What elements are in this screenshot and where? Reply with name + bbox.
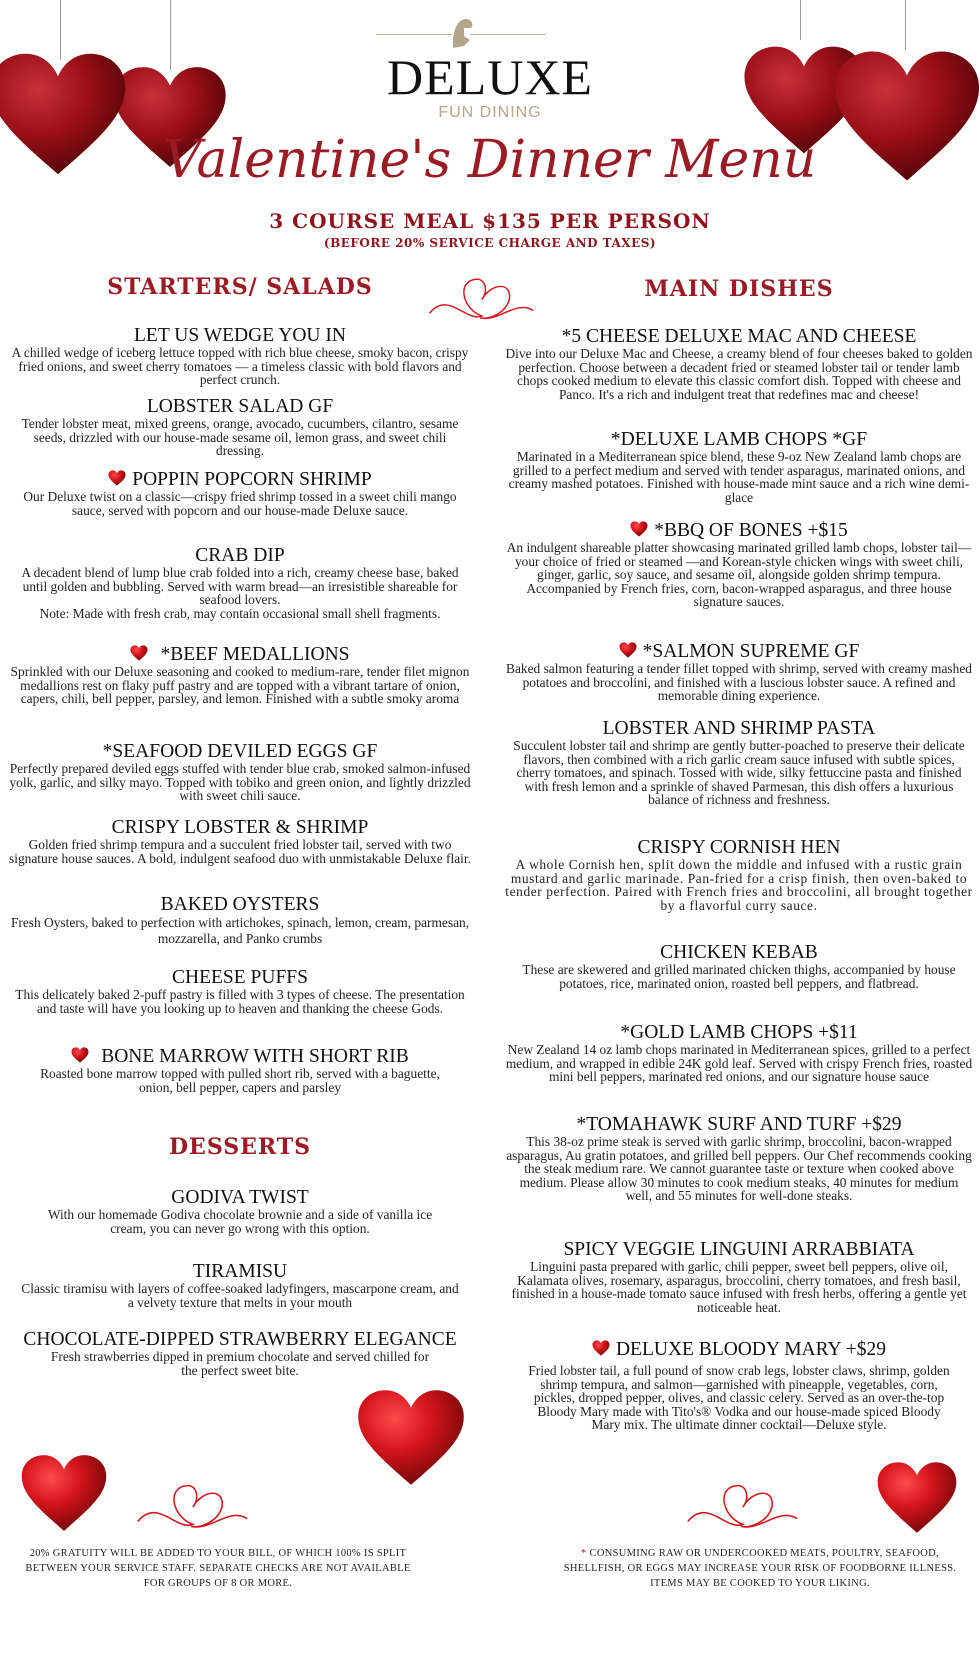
item-desc: Marinated in a Mediterranean spice blend, these 9-oz New Zealand lamb chops are grilled to a perfect medium and served with tender asparagus, marinated onions, and creamy mashed potatoes. Finished with house-made mint sauce and a rich wine demi-glace [508,449,970,505]
menu-item [505,942,973,990]
menu-item [8,644,472,706]
menu-item [8,1187,472,1235]
item-name: POPPIN POPCORN SHRIMP [132,469,372,490]
item-desc: New Zealand 14 oz lamb chops marinated in Mediterranean spices, grilled to a perfect medium, and wrapped in edible 24K gold leaf. Served with crispy French fries, roasted mini bell peppers, marinated red onions, and our signature house sauce [505,1042,973,1085]
item-desc: These are skewered and grilled marinated chicken thighs, accompanied by house potatoes, rice, marinated onion, roasted bell peppers, and flatbread. [522,962,956,991]
item-desc: A decadent blend of lump blue crab folded into a rich, creamy cheese base, baked until golden and bubbling. Served with warm bread—an irresistible shareable for seafood lovers. [21,565,459,608]
menu-item [505,641,973,703]
menu-item [505,326,973,401]
item-name: *DELUXE LAMB CHOPS *GF [610,429,868,450]
section-heading-mains: MAIN DISHES [644,276,834,302]
menu-item [505,837,973,912]
menu-item [505,1022,973,1084]
gratuity-notice: 20% GRATUITY WILL BE ADDED TO YOUR BILL, OF WHICH 100% IS SPLIT BETWEEN YOUR SERVICE STAFF. SEPARATE CHECKS ARE NOT AVAILABLE FOR GROUPS OF 8 OR MORE. [25,1548,411,1589]
item-desc: Dive into our Deluxe Mac and Cheese, a creamy blend of four cheeses baked to golden perfection. Choose between a decadent fried or steamed lobster tail or tender lamb chops cooked medium to elevate this classic comfort dish. Topped with cheese and Panco. It's a rich and indulgent treat that redefines mac and cheese! [505,346,973,402]
item-desc: This 38-oz prime steak is served with garlic shrimp, broccolini, bacon-wrapped asparagus, Au gratin potatoes, and grilled bell peppers. Our Chef recommends cooking the steak medium rare. We cannot guarantee taste or texture when cooked above medium. Please allow 30 minutes to cook medium steaks, 40 minutes for medium well, and 55 minutes for well-done steaks. [506,1134,972,1204]
item-name: *BBQ OF BONES +$15 [654,520,848,541]
item-desc: Golden fried shrimp tempura and a succulent fried lobster tail, served with two signature house sauces. A bold, indulgent seafood duo with unmistakable Deluxe flair. [9,837,471,866]
item-name: BAKED OYSTERS [160,894,320,915]
item-desc: Succulent lobster tail and shrimp are gently butter-poached to preserve their delicate flavors, then combined with a rich garlic cream sauce infused with subtle spices, cherry tomatoes, and spinach. Tossed with wide, silky fettuccine pasta and finished with fresh lemon and a sprinkle of shaved Parmesan, this dish offers a luxurious balance of richness and freshness. [513,738,965,808]
item-desc: Roasted bone marrow topped with pulled short rib, served with a baguette, onion, bell pepper, capers and parsley [40,1066,440,1095]
menu-item [8,1046,472,1094]
menu-item [8,325,472,387]
helmet-logo-icon [450,16,474,50]
heart-icon [71,1047,89,1063]
menu-item [505,1239,973,1314]
item-name: *SEAFOOD DEVILED EGGS GF [102,741,378,762]
menu-item [8,894,472,947]
heart-icon [108,470,126,486]
menu-item [505,1114,973,1203]
heart-icon [20,1448,108,1538]
item-name: *5 CHEESE DELUXE MAC AND CHEESE [561,326,917,347]
section-heading-desserts: DESSERTS [168,1134,312,1160]
menu-item [8,967,472,1015]
item-name: DELUXE BLOODY MARY +$29 [615,1339,887,1360]
item-desc: Our Deluxe twist on a classic—crispy fried shrimp tossed in a sweet chili mango sauce, served with popcorn and our house-made Deluxe sauce. [23,489,457,518]
warning-text: CONSUMING RAW OR UNDERCOOKED MEATS, POULTRY, SEAFOOD, SHELLFISH, OR EGGS MAY INCREASE YOUR RISK OF FOODBORNE ILLNESS. ITEMS MAY BE COOKED TO YOUR LIKING. [563,1548,957,1589]
item-name: TIRAMISU [192,1261,288,1282]
item-desc: Sprinkled with our Deluxe seasoning and cooked to medium-rare, tender filet mignon medallions rest on flaky puff pastry and are topped with a vibrant tartare of onion, capers, chili, bell pepper, parsley, and lemon. Finished with a subtle smoky aroma [10,664,470,707]
price-line: 3 COURSE MEAL $135 PER PERSON [269,209,711,233]
menu-item [8,545,472,620]
item-name: *TOMAHAWK SURF AND TURF +$29 [576,1114,902,1135]
section-heading-starters: STARTERS/ SALADS [107,274,373,300]
item-name: CHEESE PUFFS [171,967,308,988]
menu-item [8,817,472,865]
item-name: LET US WEDGE YOU IN [134,325,346,346]
menu-item [505,1339,973,1432]
item-note: Note: Made with fresh crab, may contain occasional small shell fragments. [39,605,441,621]
heart-icon [619,642,637,658]
menu-item [8,469,472,517]
swirl-heart-ornament [682,1478,800,1536]
item-name: CRISPY CORNISH HEN [637,837,841,858]
menu-item [8,396,472,458]
item-name: CHICKEN KEBAB [660,942,818,963]
item-desc: Fresh Oysters, baked to perfection with artichokes, spinach, lemon, cream, parmesan, mozzarella, and Panko crumbs [10,915,470,946]
menu-item [8,1329,472,1377]
item-name: *BEEF MEDALLIONS [160,644,350,665]
menu-item [8,741,472,803]
item-name: LOBSTER AND SHRIMP PASTA [602,718,876,739]
item-desc: A chilled wedge of iceberg lettuce topped with rich blue cheese, smoky bacon, crispy fried onions, and sweet cherry tomatoes — a timeless classic with bold flavors and perfect crunch. [11,345,469,388]
item-name: GODIVA TWIST [171,1187,309,1208]
menu-item [8,1261,472,1309]
item-desc: Fried lobster tail, a full pound of snow crab legs, lobster claws, shrimp, golden shrimp tempura, and salmon—garnished with pineapple, vegetables, corn, pickles, dropped pepper, olives, and classic celery. Served as an over-the-top Bloody Mary made with Tito's® Vodka and our house-made spiced Bloody Mary mix. The ultimate dinner cocktail—Deluxe style. [528,1363,950,1433]
item-desc: A whole Cornish hen, split down the middle and infused with a rustic grain mustard and garlic marinade. Pan-fried for a crisp finish, then oven-baked to tender perfection. Paired with French fries and broccolini, all brought together by a flavorful curry sauce. [505,857,973,913]
item-name: CRISPY LOBSTER & SHRIMP [111,817,369,838]
consumption-warning [560,1546,960,1591]
item-desc: Fresh strawberries dipped in premium chocolate and served chilled for the perfect sweet bite. [50,1349,430,1378]
price-note: (BEFORE 20% SERVICE CHARGE AND TAXES) [323,236,657,250]
warning-mark: * [581,1548,587,1559]
logo-rule [470,34,546,35]
item-desc: Linguini pasta prepared with garlic, chili pepper, sweet bell peppers, olive oil, Kalamata olives, rosemary, asparagus, broccolini, cherry tomatoes, and fresh basil, finished in a house-made tomato sauce infused with fresh herbs, offering a gentle yet noticeable heat. [511,1259,967,1315]
brand-name: DELUXE [387,49,593,105]
logo-rule [376,34,452,35]
heart-icon [876,1455,958,1540]
item-name: *SALMON SUPREME GF [642,641,860,662]
heart-icon [592,1340,610,1356]
item-desc: This delicately baked 2-puff pastry is filled with 3 types of cheese. The presentation and taste will have you looking up to heaven and thanking the cheese Gods. [15,987,465,1016]
item-name: CHOCOLATE-DIPPED STRAWBERRY ELEGANCE [23,1329,457,1350]
item-name: BONE MARROW WITH SHORT RIB [101,1046,409,1067]
page-title: Valentine's Dinner Menu [163,130,817,190]
brand-tagline: FUN DINING [438,104,542,121]
item-desc: An indulgent shareable platter showcasing marinated grilled lamb chops, lobster tail—your choice of fried or steamed —and Korean-style chicken wings with sweet chili, ginger, garlic, soy sauce, and sesame oil, alongside golden shrimp tempura. Accompanied by French fries, corn, bacon-wrapped asparagus, and three house signature sauces. [506,540,972,610]
heart-icon [356,1380,466,1495]
item-desc: Classic tiramisu with layers of coffee-soaked ladyfingers, mascarpone cream, and a velvety texture that melts in your mouth [21,1281,459,1310]
item-name: LOBSTER SALAD GF [146,396,334,417]
item-desc: Perfectly prepared deviled eggs stuffed with tender blue crab, smoked salmon-infused yolk, garlic, and silky mayo. Topped with tobiko and green onion, and lightly drizzled with sweet chili sauce. [9,761,471,804]
heart-icon [630,521,648,537]
menu-item [505,429,973,504]
heart-icon [130,645,148,661]
menu-item [505,520,973,609]
swirl-heart-ornament [132,1478,250,1536]
item-desc: Tender lobster meat, mixed greens, orange, avocado, cucumbers, cilantro, sesame seeds, drizzled with our house-made sesame oil, lemon grass, and sweet chili dressing. [21,416,459,459]
menu-item [505,718,973,807]
item-name: SPICY VEGGIE LINGUINI ARRABBIATA [563,1239,915,1260]
item-name: CRAB DIP [195,545,285,566]
item-name: *GOLD LAMB CHOPS +$11 [620,1022,858,1043]
item-desc: Baked salmon featuring a tender fillet topped with shrimp, served with creamy mashed potatoes and broccolini, and finished with a luscious lobster sauce. A refined and memorable dining experience. [506,661,972,704]
item-desc: With our homemade Godiva chocolate brownie and a side of vanilla ice cream, you can never go wrong with this option. [47,1207,433,1236]
